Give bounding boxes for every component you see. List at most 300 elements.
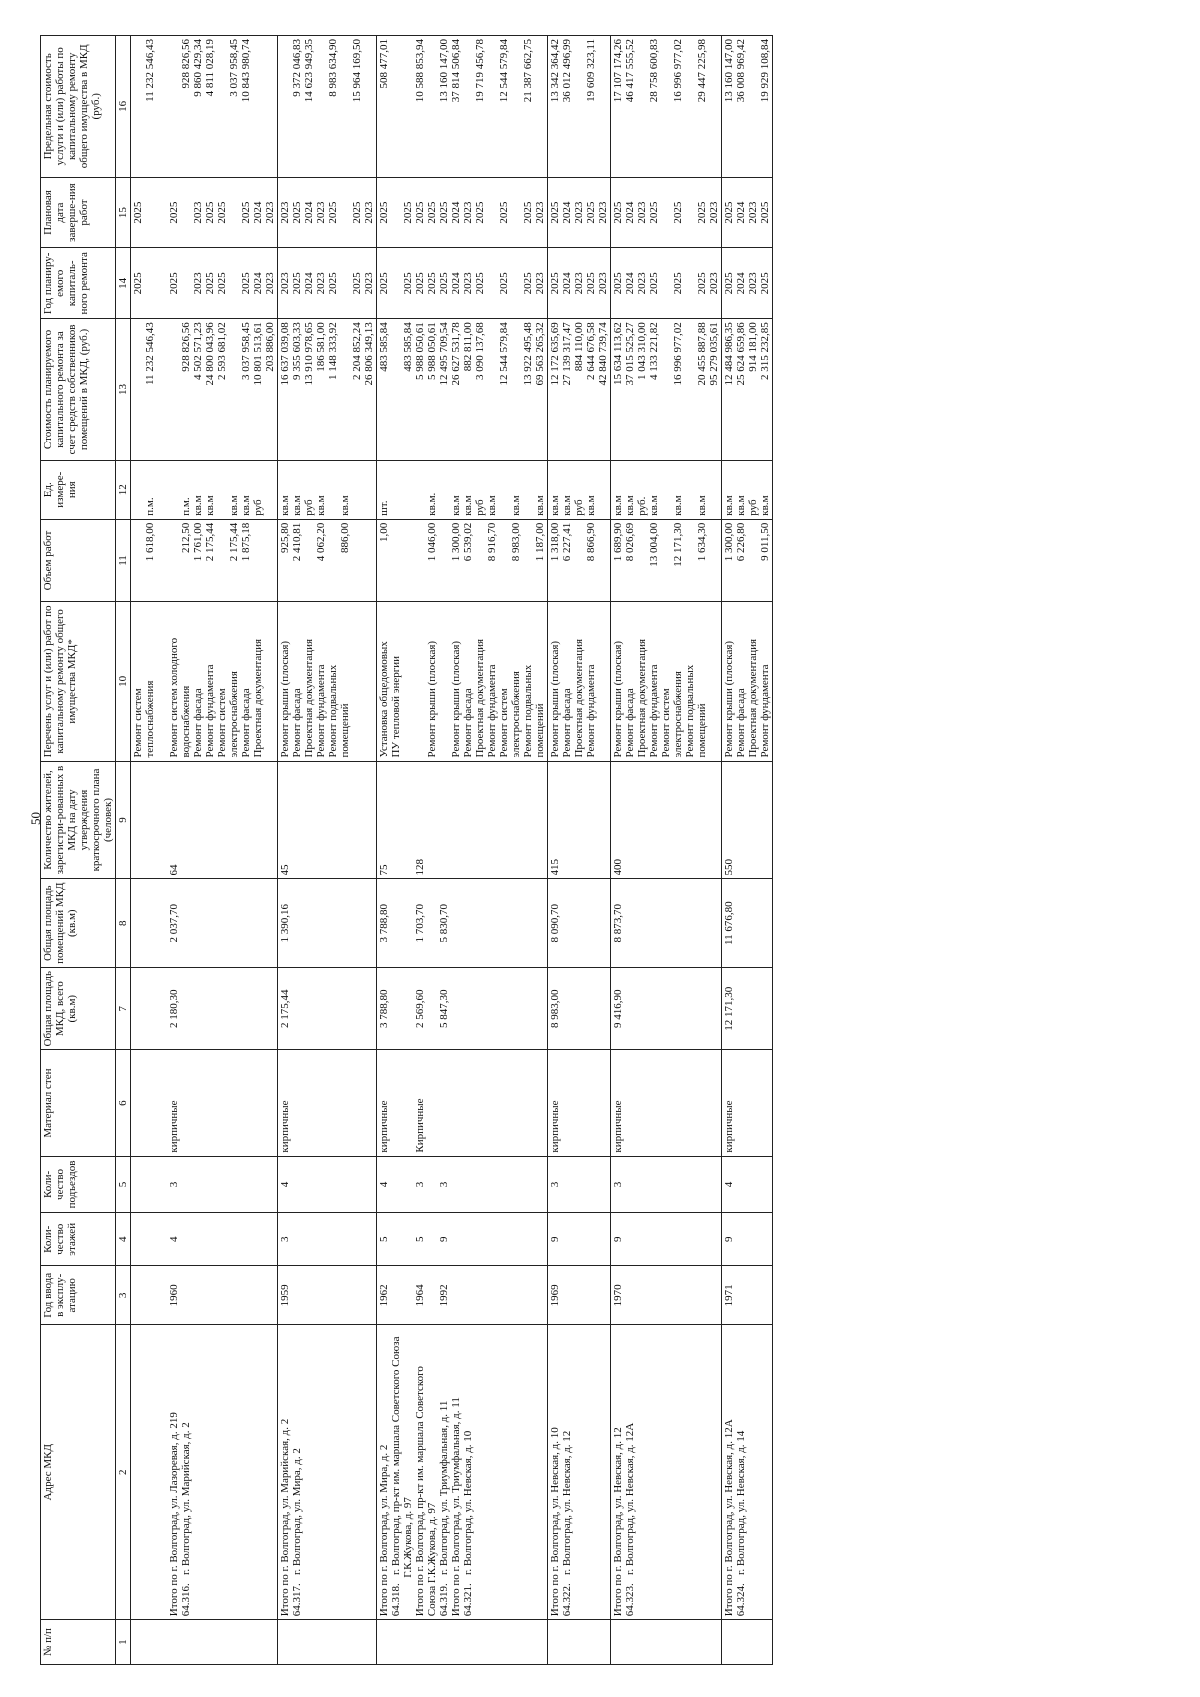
cell-line: Проектная документация bbox=[474, 638, 486, 758]
cell-line: 2025 bbox=[759, 201, 771, 224]
cell-c9 bbox=[377, 761, 548, 879]
cell-c13 bbox=[722, 319, 773, 461]
cell-line: 2025 bbox=[438, 201, 450, 224]
cell-line: 2025 bbox=[402, 272, 414, 295]
cell-c7 bbox=[548, 967, 611, 1050]
cell-line: 64.317. г. Волгоград, ул. Мира, д. 2 bbox=[291, 1448, 303, 1617]
cell-line: 2025 bbox=[585, 201, 597, 224]
cell-line bbox=[402, 765, 414, 876]
cell-line: Ремонт подвальных bbox=[684, 664, 696, 758]
cell-line: 2023 bbox=[279, 201, 291, 224]
cell-line: кирпичные bbox=[723, 1100, 735, 1153]
cell-line bbox=[339, 181, 351, 245]
cell-line bbox=[144, 882, 156, 963]
cell-line: 2025 bbox=[549, 201, 561, 224]
cell-n bbox=[548, 1620, 611, 1665]
cell-line: 1 761,00 bbox=[192, 522, 204, 562]
cell-line bbox=[156, 39, 168, 174]
cell-line: 12 495 709,54 bbox=[438, 322, 450, 386]
cell-line: электроснабжения bbox=[228, 671, 240, 758]
cell-line: 2025 bbox=[132, 201, 144, 224]
cell-line: Итого по г. Волгоград, ул. Невская, д. 12А bbox=[723, 1419, 735, 1617]
cell-line: 9 416,90 bbox=[612, 989, 624, 1028]
cell-c5 bbox=[377, 1156, 548, 1213]
cell-c4 bbox=[548, 1213, 611, 1266]
column-header-13: Стоимость планируемого капитального ремонта за счет средств собственников помещений в МКД, (руб.) bbox=[41, 319, 116, 461]
cell-c16 bbox=[278, 36, 377, 178]
cell-c4 bbox=[377, 1213, 548, 1266]
cell-line: кв.м bbox=[510, 495, 522, 516]
cell-line: 925,80 bbox=[279, 522, 291, 553]
cell-line: 2025 bbox=[240, 272, 252, 295]
cell-line: 2023 bbox=[747, 201, 759, 224]
cell-line bbox=[414, 464, 426, 516]
cell-line: кв.м bbox=[240, 495, 252, 516]
cell-line: руб bbox=[573, 499, 585, 516]
cell-line bbox=[390, 464, 402, 516]
cell-line: 9 011,50 bbox=[759, 522, 771, 561]
cell-line: 11 676,80 bbox=[723, 901, 735, 945]
cell-line bbox=[426, 971, 438, 1047]
cell-line bbox=[132, 971, 144, 1047]
cell-line: 1,00 bbox=[378, 522, 390, 542]
cell-line: 9 bbox=[549, 1236, 561, 1243]
cell-line: 886,00 bbox=[339, 522, 351, 553]
column-number: 11 bbox=[116, 519, 131, 602]
cell-addr bbox=[377, 1325, 548, 1620]
cell-line: руб. bbox=[636, 496, 648, 516]
cell-line: 3 bbox=[414, 1181, 426, 1188]
cell-line bbox=[498, 464, 510, 516]
cell-line: Ремонт фундамента bbox=[486, 664, 498, 758]
cell-line bbox=[438, 464, 450, 516]
cell-line: 2025 bbox=[291, 272, 303, 295]
column-header-10: Перечень услуг и (или) работ по капитальному ремонту общего имущества МКД* bbox=[41, 602, 116, 761]
cell-line: 36 012 496,99 bbox=[561, 39, 573, 103]
cell-c12 bbox=[548, 460, 611, 519]
cell-line: 2025 bbox=[327, 272, 339, 295]
cell-c9 bbox=[278, 761, 377, 879]
cell-line: 2025 bbox=[414, 201, 426, 224]
cell-line: помещений bbox=[339, 703, 351, 758]
cell-line bbox=[156, 605, 168, 757]
repair-plan-table bbox=[40, 35, 773, 1665]
cell-line bbox=[390, 523, 402, 599]
cell-line bbox=[144, 1328, 156, 1616]
cell-line: 4 062,20 bbox=[315, 522, 327, 562]
cell-line: Итого по г. Волгоград, ул. Лазоревая, д. 219 bbox=[168, 1412, 180, 1617]
cell-line: 2023 bbox=[597, 272, 609, 295]
cell-line bbox=[279, 39, 291, 174]
cell-line: 2024 bbox=[450, 272, 462, 295]
cell-line: 2025 bbox=[426, 272, 438, 295]
cell-line: 1 187,00 bbox=[534, 522, 546, 562]
cell-line bbox=[216, 39, 228, 174]
cell-line bbox=[684, 39, 696, 174]
cell-line: 3 788,80 bbox=[378, 989, 390, 1028]
cell-line: ПУ тепловой энергии bbox=[390, 655, 402, 758]
cell-line: Проектная документация bbox=[303, 638, 315, 758]
cell-line bbox=[534, 39, 546, 174]
cell-line: Ремонт фундамента bbox=[759, 664, 771, 758]
cell-line: Ремонт систем холодного bbox=[168, 637, 180, 758]
cell-line bbox=[390, 39, 402, 174]
cell-addr bbox=[611, 1325, 722, 1620]
cell-line bbox=[168, 464, 180, 516]
cell-line: 1962 bbox=[378, 1284, 390, 1307]
cell-line bbox=[426, 1269, 438, 1321]
cell-line: кв.м bbox=[450, 495, 462, 516]
cell-line bbox=[462, 39, 474, 174]
cell-line bbox=[486, 322, 498, 457]
cell-line: кв.м bbox=[672, 495, 684, 516]
cell-line: 2025 bbox=[522, 272, 534, 295]
cell-c12 bbox=[722, 460, 773, 519]
cell-line: Ремонт фундамента bbox=[648, 664, 660, 758]
cell-line: 2023 bbox=[708, 201, 720, 224]
cell-line bbox=[390, 971, 402, 1047]
cell-line: 13 160 147,00 bbox=[723, 39, 735, 103]
cell-line: 2024 bbox=[561, 272, 573, 295]
cell-line: 3 bbox=[438, 1181, 450, 1188]
cell-c6 bbox=[611, 1050, 722, 1156]
cell-line bbox=[144, 765, 156, 876]
cell-line: Ремонт фасада bbox=[240, 688, 252, 758]
cell-line bbox=[549, 1623, 561, 1661]
cell-line: 1 046,00 bbox=[426, 522, 438, 562]
cell-c6 bbox=[278, 1050, 377, 1156]
cell-line: 2025 bbox=[291, 201, 303, 224]
cell-line: 4 bbox=[378, 1181, 390, 1188]
cell-c11 bbox=[377, 519, 548, 602]
column-number: 7 bbox=[116, 967, 131, 1050]
cell-line bbox=[390, 181, 402, 245]
cell-line bbox=[426, 1053, 438, 1152]
cell-line: 2023 bbox=[597, 201, 609, 224]
cell-line: 13 922 495,48 bbox=[522, 322, 534, 386]
cell-line: Союза Г.К.Жукова, д. 97 bbox=[426, 1502, 438, 1617]
cell-c7 bbox=[611, 967, 722, 1050]
cell-line: кирпичные bbox=[279, 1100, 291, 1153]
cell-line: 16 996 977,02 bbox=[672, 322, 684, 386]
cell-c3 bbox=[377, 1266, 548, 1325]
cell-line: руб bbox=[474, 499, 486, 516]
cell-line: 6 539,02 bbox=[462, 522, 474, 562]
cell-line bbox=[522, 523, 534, 599]
cell-line bbox=[156, 765, 168, 876]
cell-line: 2025 bbox=[648, 272, 660, 295]
cell-line: п.м. bbox=[144, 497, 156, 516]
cell-line: 3 bbox=[279, 1236, 291, 1243]
cell-line bbox=[132, 1053, 144, 1152]
cell-line: 12 484 986,35 bbox=[723, 322, 735, 386]
cell-line: кв.м bbox=[612, 495, 624, 516]
cell-line bbox=[510, 39, 522, 174]
cell-line bbox=[180, 181, 192, 245]
cell-line bbox=[390, 322, 402, 457]
cell-line: 12 544 579,84 bbox=[498, 39, 510, 103]
cell-line bbox=[723, 1623, 735, 1661]
page-number: 50 bbox=[28, 812, 43, 825]
column-header-11: Объем работ bbox=[41, 519, 116, 602]
cell-line bbox=[363, 39, 375, 174]
cell-c14 bbox=[131, 248, 278, 319]
cell-line bbox=[156, 523, 168, 599]
cell-line: кв.м bbox=[534, 495, 546, 516]
cell-line: кв.м bbox=[228, 495, 240, 516]
cell-line: 884 110,00 bbox=[573, 322, 585, 372]
cell-line: 2 037,70 bbox=[168, 903, 180, 943]
cell-line: 2025 bbox=[498, 201, 510, 224]
cell-line bbox=[573, 39, 585, 174]
cell-line bbox=[216, 464, 228, 516]
cell-line bbox=[747, 523, 759, 599]
cell-line: руб bbox=[252, 499, 264, 516]
cell-line: 2025 bbox=[723, 272, 735, 295]
cell-line: кв.м bbox=[624, 495, 636, 516]
cell-c13 bbox=[377, 319, 548, 461]
cell-c11 bbox=[131, 519, 278, 602]
cell-line: 2025 bbox=[216, 201, 228, 224]
cell-line: 2025 bbox=[378, 201, 390, 224]
cell-line bbox=[132, 1623, 144, 1661]
cell-line: 2023 bbox=[636, 272, 648, 295]
cell-line: 27 139 317,47 bbox=[561, 322, 573, 386]
cell-line: 64.316. г. Волгоград, ул. Марийская, д. 2 bbox=[180, 1422, 192, 1617]
cell-line: 2024 bbox=[561, 201, 573, 224]
cell-line: 36 008 969,42 bbox=[735, 39, 747, 103]
cell-c7 bbox=[722, 967, 773, 1050]
cell-line: Установка общедомовых bbox=[378, 641, 390, 758]
cell-line: 11 232 546,43 bbox=[144, 39, 156, 102]
cell-line: 19 719 456,78 bbox=[474, 39, 486, 103]
cell-line: 1 875,18 bbox=[240, 522, 252, 562]
cell-c12 bbox=[131, 460, 278, 519]
cell-line bbox=[402, 971, 414, 1047]
cell-line: Г.К.Жукова, д. 97 bbox=[402, 1497, 414, 1617]
cell-line: 1959 bbox=[279, 1284, 291, 1307]
cell-c9 bbox=[722, 761, 773, 879]
cell-line: Итого по г. Волгоград, ул. Марийская, д. 2 bbox=[279, 1418, 291, 1617]
cell-line: 8 866,90 bbox=[585, 522, 597, 562]
cell-line bbox=[339, 322, 351, 457]
cell-line: кв.м bbox=[585, 495, 597, 516]
cell-line: 2023 bbox=[315, 201, 327, 224]
cell-line: 2 315 232,85 bbox=[759, 322, 771, 380]
cell-n bbox=[611, 1620, 722, 1665]
cell-c5 bbox=[278, 1156, 377, 1213]
cell-line bbox=[132, 39, 144, 174]
cell-line bbox=[168, 39, 180, 174]
cell-c15 bbox=[548, 177, 611, 248]
cell-line bbox=[636, 523, 648, 599]
cell-line: помещений bbox=[534, 703, 546, 758]
cell-line: 882 811,00 bbox=[462, 322, 474, 372]
cell-line: 2 175,44 bbox=[204, 522, 216, 562]
cell-line: 2023 bbox=[462, 272, 474, 295]
cell-line bbox=[684, 181, 696, 245]
cell-line: 2025 bbox=[402, 201, 414, 224]
table-row bbox=[377, 36, 548, 1665]
cell-line bbox=[339, 251, 351, 315]
cell-addr bbox=[131, 1325, 278, 1620]
cell-line: 1 148 333,92 bbox=[327, 322, 339, 380]
cell-line bbox=[156, 882, 168, 963]
cell-line bbox=[660, 181, 672, 245]
cell-line: 2023 bbox=[747, 272, 759, 295]
cell-line bbox=[132, 1328, 144, 1616]
cell-line: 2023 bbox=[708, 272, 720, 295]
cell-line: 2025 bbox=[585, 272, 597, 295]
cell-line: 2024 bbox=[303, 201, 315, 224]
cell-line: 16 996 977,02 bbox=[672, 39, 684, 103]
cell-line bbox=[426, 1160, 438, 1210]
cell-line: 2023 bbox=[534, 201, 546, 224]
cell-line bbox=[402, 523, 414, 599]
cell-line bbox=[426, 39, 438, 174]
cell-line: 2025 bbox=[351, 201, 363, 224]
column-header-7: Общая площадь МКД, всего (кв.м) bbox=[41, 967, 116, 1050]
cell-line: 1 300,00 bbox=[723, 522, 735, 562]
cell-c3 bbox=[611, 1266, 722, 1325]
cell-line: 2023 bbox=[534, 272, 546, 295]
cell-line bbox=[216, 523, 228, 599]
column-number: 5 bbox=[116, 1156, 131, 1213]
cell-line: руб bbox=[303, 499, 315, 516]
cell-line bbox=[180, 251, 192, 315]
cell-line: 2025 bbox=[378, 272, 390, 295]
cell-line bbox=[132, 464, 144, 516]
cell-line: 2025 bbox=[216, 272, 228, 295]
cell-line: 12 171,30 bbox=[723, 986, 735, 1031]
cell-line: Ремонт систем bbox=[132, 688, 144, 758]
cell-line: 5 bbox=[378, 1236, 390, 1243]
cell-line: 2024 bbox=[252, 272, 264, 295]
cell-c7 bbox=[377, 967, 548, 1050]
column-header-9: Количество жителей, зарегистри-рованных в МКД на дату утверждения краткосрочного плана (человек) bbox=[41, 761, 116, 879]
cell-c8 bbox=[722, 879, 773, 967]
cell-line: 2025 bbox=[549, 272, 561, 295]
cell-line: 64 bbox=[168, 864, 180, 876]
cell-line bbox=[438, 605, 450, 757]
column-number: 2 bbox=[116, 1325, 131, 1620]
cell-line: 4 811 028,19 bbox=[204, 39, 216, 97]
cell-line: 1971 bbox=[723, 1284, 735, 1307]
cell-line: 11 232 546,43 bbox=[144, 322, 156, 386]
cell-line bbox=[228, 251, 240, 315]
cell-line: 75 bbox=[378, 864, 390, 876]
cell-line bbox=[414, 523, 426, 599]
cell-line bbox=[708, 39, 720, 174]
cell-line: электроснабжения bbox=[672, 671, 684, 758]
cell-line bbox=[684, 464, 696, 516]
cell-line: кирпичные bbox=[612, 1100, 624, 1153]
column-header-12: Ед. измере-ния bbox=[41, 460, 116, 519]
cell-line: 2025 bbox=[696, 201, 708, 224]
cell-line bbox=[390, 882, 402, 963]
cell-line bbox=[132, 1216, 144, 1262]
cell-c12 bbox=[377, 460, 548, 519]
cell-c10 bbox=[548, 602, 611, 761]
table-row bbox=[278, 36, 377, 1665]
cell-c8 bbox=[611, 879, 722, 967]
cell-line: 2025 bbox=[723, 201, 735, 224]
cell-line bbox=[156, 322, 168, 457]
cell-line: Проектная документация bbox=[636, 638, 648, 758]
cell-c14 bbox=[278, 248, 377, 319]
cell-line: 1 634,30 bbox=[696, 522, 708, 562]
cell-line: 45 bbox=[279, 864, 291, 876]
cell-c6 bbox=[722, 1050, 773, 1156]
column-number: 16 bbox=[116, 36, 131, 178]
column-header-5: Коли-чество подъездов bbox=[41, 1156, 116, 1213]
cell-line: 8 983 634,90 bbox=[327, 39, 339, 97]
cell-line: 2023 bbox=[192, 201, 204, 224]
cell-line: 2023 bbox=[462, 201, 474, 224]
cell-line: кв.м. bbox=[426, 492, 438, 516]
cell-line: 2025 bbox=[474, 272, 486, 295]
cell-line bbox=[414, 605, 426, 757]
cell-line: 483 585,84 bbox=[402, 322, 414, 372]
cell-line bbox=[402, 1160, 414, 1210]
cell-line: 2023 bbox=[279, 272, 291, 295]
cell-line: 8 873,70 bbox=[612, 903, 624, 943]
cell-line: 9 860 429,34 bbox=[192, 39, 204, 97]
cell-line: 8 983,00 bbox=[549, 989, 561, 1028]
cell-line: 19 609 323,11 bbox=[585, 39, 597, 102]
cell-line: 12 544 579,84 bbox=[498, 322, 510, 386]
cell-line: 2025 bbox=[204, 272, 216, 295]
cell-line: 13 342 364,42 bbox=[549, 39, 561, 103]
cell-line bbox=[132, 765, 144, 876]
cell-line: 2024 bbox=[252, 201, 264, 224]
cell-line bbox=[510, 322, 522, 457]
cell-line: 12 172 635,69 bbox=[549, 322, 561, 386]
cell-line: 64.322. г. Волгоград, ул. Невская, д. 12 bbox=[561, 1430, 573, 1617]
cell-line bbox=[660, 251, 672, 315]
cell-line: 186 581,00 bbox=[315, 322, 327, 372]
cell-line bbox=[228, 181, 240, 245]
cell-c6 bbox=[548, 1050, 611, 1156]
cell-line bbox=[156, 251, 168, 315]
cell-line: 19 929 108,84 bbox=[759, 39, 771, 103]
cell-line: 10 801 513,61 bbox=[252, 322, 264, 386]
column-number: 8 bbox=[116, 879, 131, 967]
cell-line: 64.321. г. Волгоград, ул. Невская, д. 10 bbox=[462, 1430, 474, 1617]
column-number-row bbox=[116, 36, 131, 1665]
cell-line: 3 bbox=[549, 1181, 561, 1188]
cell-c8 bbox=[131, 879, 278, 967]
cell-line bbox=[390, 765, 402, 876]
cell-line: 203 886,00 bbox=[264, 322, 276, 372]
cell-line: Ремонт систем bbox=[216, 688, 228, 758]
cell-line: 3 090 137,68 bbox=[474, 322, 486, 380]
cell-c9 bbox=[611, 761, 722, 879]
cell-c4 bbox=[278, 1213, 377, 1266]
cell-line: 25 624 659,86 bbox=[735, 322, 747, 386]
cell-line bbox=[279, 1623, 291, 1661]
cell-line: Ремонт крыши (плоская) bbox=[426, 640, 438, 758]
cell-line bbox=[660, 39, 672, 174]
cell-line: Проектная документация bbox=[573, 638, 585, 758]
cell-line: 2025 bbox=[696, 272, 708, 295]
cell-line: 20 455 887,88 bbox=[696, 322, 708, 386]
cell-line bbox=[156, 1328, 168, 1616]
cell-line bbox=[510, 251, 522, 315]
cell-line: 1 689,90 bbox=[612, 522, 624, 562]
column-header-4: Коли-чество этажей bbox=[41, 1213, 116, 1266]
cell-line bbox=[390, 251, 402, 315]
